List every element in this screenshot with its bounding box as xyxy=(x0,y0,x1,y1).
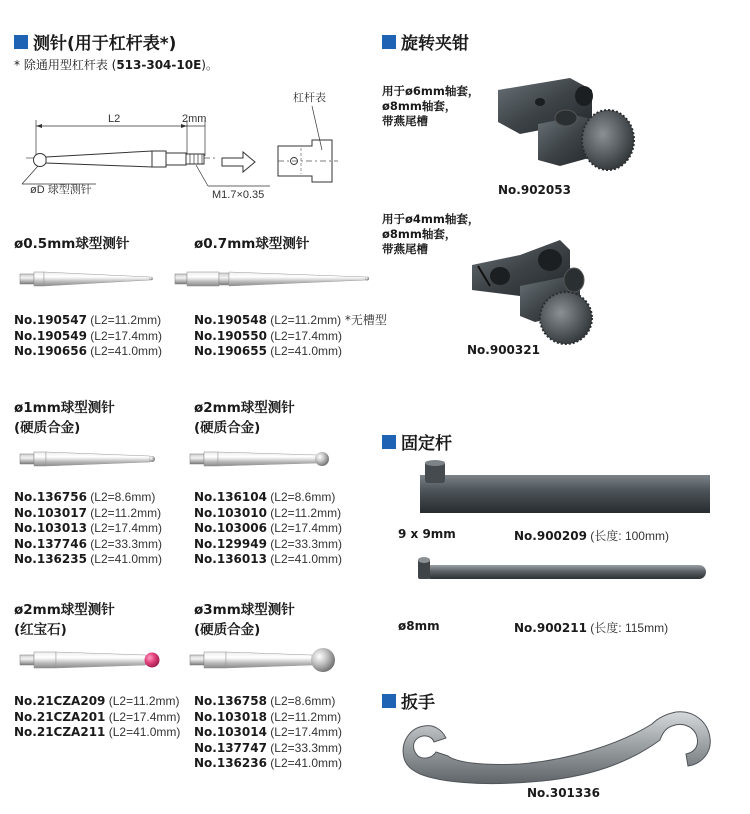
model-no: No.103014 xyxy=(194,725,267,739)
stylus-image-3mm xyxy=(190,648,335,672)
desc-line: 用于ø4mm轴套， xyxy=(382,212,480,226)
model-no: No.21CZA209 xyxy=(14,694,106,708)
model-no: No.137746 xyxy=(14,536,87,551)
list-item xyxy=(14,537,162,553)
stylus-group-3mm xyxy=(194,600,295,640)
no-groove-note: *无槽型 xyxy=(344,313,387,327)
stylus-group-2mm xyxy=(194,398,295,438)
desc-line: 用于ø6mm轴套， xyxy=(382,84,480,98)
list-item xyxy=(194,694,342,710)
model-spec: (L2=11.2mm) xyxy=(266,505,342,520)
group-subtitle: (硬质合金) xyxy=(194,420,261,436)
rod-images xyxy=(400,455,720,595)
model-spec: (L2=17.4mm) xyxy=(86,328,162,343)
stylus-list-2mm xyxy=(194,490,342,568)
stylus-list-0.5mm xyxy=(14,313,162,360)
model-spec: (L2=33.3mm) xyxy=(86,536,162,551)
list-item xyxy=(14,552,162,568)
list-item xyxy=(194,710,342,726)
ball-label: øD 球型测针 xyxy=(30,184,92,196)
rod-title-text: 固定杆 xyxy=(401,434,452,454)
model-no: No.103006 xyxy=(194,521,267,535)
group-subtitle: (红宝石) xyxy=(14,622,67,638)
rod-model-2 xyxy=(514,619,668,636)
model-spec: (L2=41.0mm) xyxy=(86,344,162,358)
list-item xyxy=(14,329,162,345)
model-no: No.900209 xyxy=(514,529,587,543)
model-no: No.190547 xyxy=(14,313,87,327)
model-spec: (L2=17.4mm) xyxy=(105,709,181,724)
group-title: ø1mm球型测针 xyxy=(14,400,115,416)
rod-row-2 xyxy=(398,619,440,633)
list-item xyxy=(14,521,162,537)
stylus-group-0.5mm xyxy=(14,234,129,254)
list-item xyxy=(14,710,180,726)
wrench-image xyxy=(390,700,730,790)
list-item xyxy=(14,725,180,741)
model-spec: (L2=17.4mm) xyxy=(266,725,342,739)
list-item xyxy=(194,344,387,360)
indicator-label: 杠杆表 xyxy=(293,92,326,104)
rod-size: ø8mm xyxy=(398,619,440,633)
clamp-model-1: No.902053 xyxy=(498,183,571,197)
model-spec: (L2=33.3mm) xyxy=(266,536,342,551)
list-item xyxy=(194,725,342,741)
desc-line: ø8mm轴套， xyxy=(382,99,457,113)
clamp-title-text: 旋转夹钳 xyxy=(401,34,469,54)
list-item xyxy=(194,506,342,522)
list-item xyxy=(194,756,342,772)
model-spec: (L2=8.6mm) xyxy=(86,490,156,504)
model-no: No.136756 xyxy=(14,490,87,504)
rod-row-1 xyxy=(398,527,456,541)
rod-image-900209 xyxy=(420,460,710,513)
rod-model-1 xyxy=(514,527,669,544)
stylus-image-2mm-ruby xyxy=(20,652,160,668)
list-item xyxy=(194,490,342,506)
model-no: No.103010 xyxy=(194,505,267,520)
stylus-image-0.7mm xyxy=(175,272,369,286)
model-spec: (L2=41.0mm) xyxy=(266,756,342,770)
model-no: No.103017 xyxy=(14,505,87,520)
stylus-list-0.7mm xyxy=(194,313,387,360)
list-item xyxy=(14,694,180,710)
stylus-list-2mm-ruby xyxy=(14,694,180,741)
subtitle-prefix: * 除通用型杠杆表 ( xyxy=(14,58,117,72)
model-spec: (L2=33.3mm) xyxy=(266,740,342,755)
stylus-image-1mm xyxy=(20,452,155,466)
stylus-image-0.5mm xyxy=(20,272,153,286)
list-item xyxy=(194,313,387,329)
subtitle-suffix: )。 xyxy=(201,58,218,72)
model-spec: (L2=41.0mm) xyxy=(266,552,342,566)
list-item xyxy=(194,329,387,345)
desc-line: 带燕尾槽 xyxy=(382,114,428,128)
clamp-image-902053 xyxy=(498,78,634,170)
wrench-title-text: 扳手 xyxy=(401,693,435,713)
model-spec: (L2=8.6mm) xyxy=(266,490,336,504)
model-spec: (L2=8.6mm) xyxy=(266,694,336,708)
clamp-model-2: No.900321 xyxy=(467,343,540,357)
thread-label: M1.7×0.35 xyxy=(212,189,265,201)
rod-section-title xyxy=(382,429,452,454)
list-item xyxy=(14,344,162,360)
model-no: No.136758 xyxy=(194,694,267,708)
model-spec: (L2=17.4mm) xyxy=(266,521,342,535)
list-item xyxy=(194,537,342,553)
list-item xyxy=(14,506,162,522)
group-subtitle: (硬质合金) xyxy=(194,622,261,638)
list-item xyxy=(194,552,342,568)
desc-line: ø8mm轴套， xyxy=(382,227,457,241)
group-title: ø0.5mm球型测针 xyxy=(14,236,130,252)
subtitle-model: 513-304-10E xyxy=(116,58,202,72)
model-no: No.190655 xyxy=(194,344,267,358)
section-marker xyxy=(382,35,396,49)
model-spec: (L2=41.0mm) xyxy=(105,725,181,739)
model-no: No.103018 xyxy=(194,709,267,724)
group-subtitle: (硬质合金) xyxy=(14,420,81,436)
model-no: No.190549 xyxy=(14,328,87,343)
stylus-title-text: 测针(用于杠杆表*) xyxy=(33,34,177,54)
clamp-section-title xyxy=(382,29,469,54)
rod-image-900211 xyxy=(418,557,706,579)
model-no: No.136013 xyxy=(194,552,267,566)
l2mm-label: 2mm xyxy=(182,113,207,125)
model-spec: (长度: 100mm) xyxy=(586,529,669,543)
list-item xyxy=(14,313,162,329)
list-item xyxy=(194,741,342,757)
clamp-image-900321 xyxy=(472,240,592,344)
model-no: No.900211 xyxy=(514,621,587,635)
model-no: No.137747 xyxy=(194,740,267,755)
model-spec: (L2=17.4mm) xyxy=(266,328,342,343)
stylus-group-0.7mm xyxy=(194,234,309,254)
l2-label: L2 xyxy=(108,113,121,125)
model-no: No.190548 xyxy=(194,313,267,327)
group-title: ø3mm球型测针 xyxy=(194,602,295,618)
model-no: No.136236 xyxy=(194,756,267,770)
model-no: No.103013 xyxy=(14,521,87,535)
desc-line: 带燕尾槽 xyxy=(382,242,428,256)
model-spec: (L2=11.2mm) xyxy=(86,313,162,327)
model-spec: (L2=41.0mm) xyxy=(266,344,342,358)
model-spec: (L2=11.2mm) xyxy=(266,313,342,327)
model-no: No.21CZA201 xyxy=(14,709,106,724)
model-spec: (L2=41.0mm) xyxy=(86,552,162,566)
group-title: ø2mm球型测针 xyxy=(14,602,115,618)
model-spec: (L2=11.2mm) xyxy=(266,709,342,724)
model-spec: (L2=17.4mm) xyxy=(86,521,162,535)
group-title: ø2mm球型测针 xyxy=(194,400,295,416)
list-item xyxy=(194,521,342,537)
stylus-list-1mm xyxy=(14,490,162,568)
model-no: No.129949 xyxy=(194,536,267,551)
stylus-group-2mm-ruby xyxy=(14,600,115,640)
stylus-image-2mm xyxy=(190,452,329,466)
clamp-images xyxy=(370,60,750,360)
group-title: ø0.7mm球型测针 xyxy=(194,236,310,252)
model-no: No.136235 xyxy=(14,552,87,566)
model-no: No.190656 xyxy=(14,344,87,358)
stylus-group-1mm xyxy=(14,398,115,438)
model-spec: (L2=11.2mm) xyxy=(105,694,180,708)
model-spec: (L2=11.2mm) xyxy=(86,505,162,520)
model-no: No.136104 xyxy=(194,490,267,504)
model-spec: (长度: 115mm) xyxy=(586,621,669,635)
list-item xyxy=(14,490,162,506)
section-marker xyxy=(382,435,396,449)
stylus-list-3mm xyxy=(194,694,342,772)
wrench-model: No.301336 xyxy=(527,786,600,800)
model-no: No.21CZA211 xyxy=(14,725,106,739)
model-no: No.190550 xyxy=(194,328,267,343)
rod-size: 9 x 9mm xyxy=(398,527,456,541)
